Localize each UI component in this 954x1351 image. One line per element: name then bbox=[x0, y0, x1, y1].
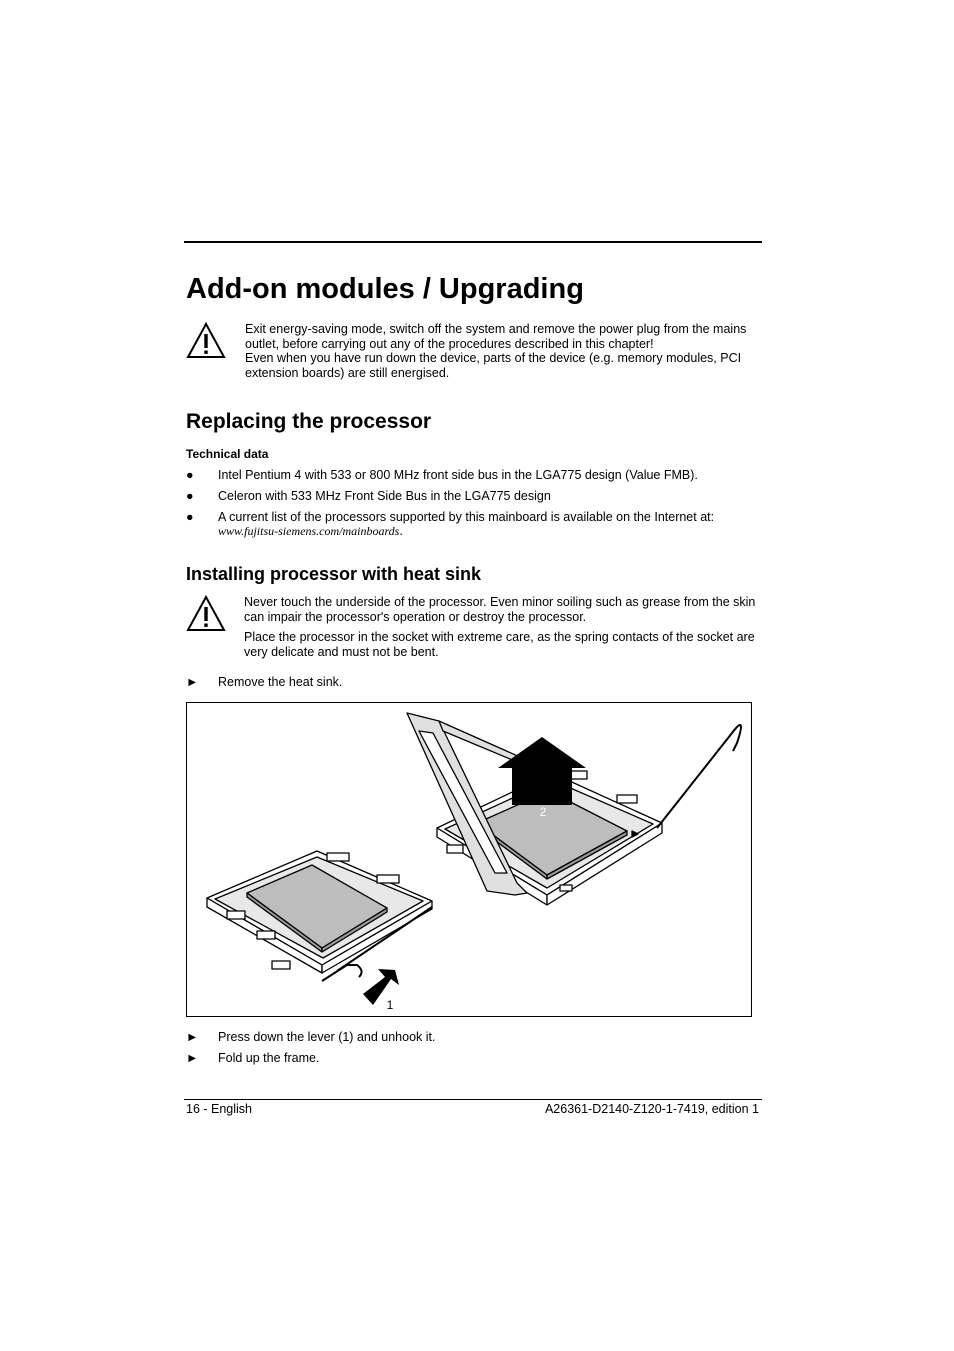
figure-label-1: 1 bbox=[386, 998, 394, 1012]
section-heading-replacing: Replacing the processor bbox=[186, 410, 432, 433]
warning-text-1 bbox=[245, 322, 760, 380]
bullet-text: Celeron with 533 MHz Front Side Bus in the LGA775 design bbox=[218, 489, 551, 503]
footer-document-id: A26361-D2140-Z120-1-7419, edition 1 bbox=[544, 1102, 759, 1116]
bullet-dot-icon: ● bbox=[186, 468, 194, 482]
bottom-rule bbox=[184, 1099, 762, 1100]
warning-para-2: Place the processor in the socket with extreme care, as the spring contacts of the socket are very delicate and must not be bent. bbox=[244, 630, 755, 659]
mainboards-link[interactable]: www.fujitsu-siemens.com/mainboards bbox=[218, 524, 400, 538]
bullet-text: A current list of the processors supported by this mainboard is available on the Internet at: bbox=[218, 510, 715, 524]
bullet-dot-icon: ● bbox=[186, 489, 194, 503]
technical-data-heading: Technical data bbox=[186, 447, 269, 461]
footer-page-number: 16 - English bbox=[186, 1102, 253, 1116]
bullet-dot-icon: ● bbox=[186, 510, 194, 524]
section-heading-installing: Installing processor with heat sink bbox=[186, 564, 482, 584]
warning-line-2: Even when you have run down the device, parts of the device (e.g. memory modules, PCI extension boards) are still energised. bbox=[245, 351, 742, 380]
step-text: Fold up the frame. bbox=[218, 1051, 320, 1065]
warning-text-2 bbox=[244, 595, 759, 659]
url-line bbox=[218, 524, 403, 539]
top-rule bbox=[184, 241, 762, 243]
step-text: Remove the heat sink. bbox=[218, 675, 343, 689]
arrow-right-icon: ► bbox=[186, 1051, 199, 1065]
page-title: Add-on modules / Upgrading bbox=[186, 273, 584, 305]
arrow-right-icon: ► bbox=[186, 675, 199, 689]
arrow-right-icon: ► bbox=[186, 1030, 199, 1044]
bullet-text: Intel Pentium 4 with 533 or 800 MHz front side bus in the LGA775 design (Value FMB). bbox=[218, 468, 698, 482]
warning-para-1: Never touch the underside of the processor. Even minor soiling such as grease from the skin can impair the processor's operation or destroy the processor. bbox=[244, 595, 756, 624]
url-period: . bbox=[399, 524, 403, 538]
warning-triangle-icon bbox=[186, 322, 226, 360]
processor-socket-illustration bbox=[187, 703, 751, 1016]
step-text: Press down the lever (1) and unhook it. bbox=[218, 1030, 436, 1044]
figure-processor-socket bbox=[186, 702, 752, 1017]
warning-triangle-icon bbox=[186, 595, 226, 633]
figure-label-2: 2 bbox=[539, 805, 547, 819]
warning-line-1: Exit energy-saving mode, switch off the system and remove the power plug from the mains outlet, before carrying out any of the procedures described in this chapter! bbox=[245, 322, 747, 351]
